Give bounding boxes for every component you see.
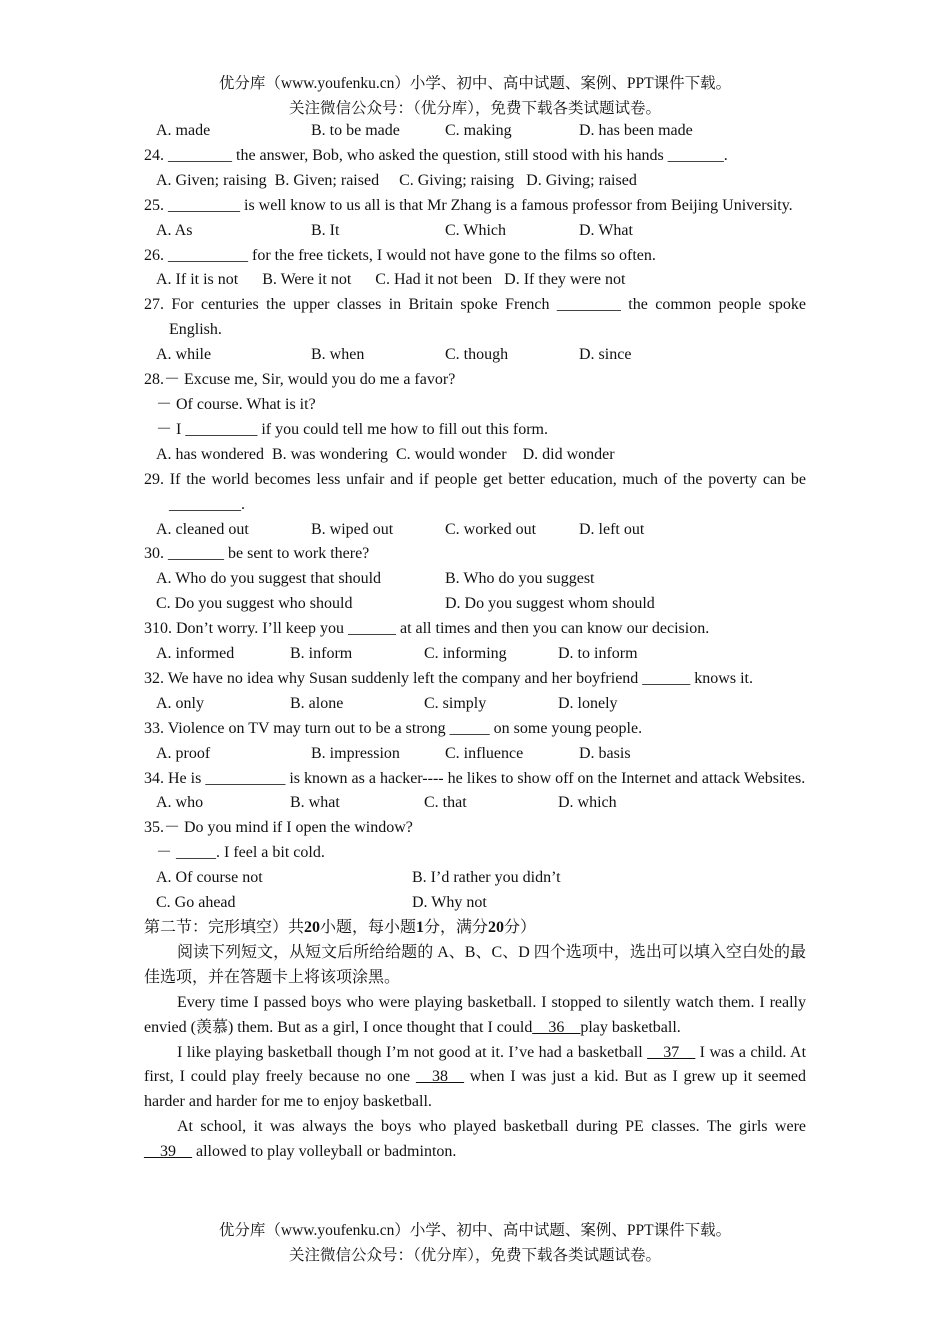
passage-paragraph-1 bbox=[144, 991, 806, 1041]
q34-stem: 34. He is __________ is known as a hacker---- he likes to show off on the Internet and attack Websites. bbox=[144, 769, 806, 787]
q31-stem: 310. Don’t worry. I’ll keep you ______ at all times and then you can know our decision. bbox=[144, 620, 710, 638]
q24-stem: 24. ________ the answer, Bob, who asked the question, still stood with his hands _______. bbox=[144, 146, 728, 164]
section-2-title-mid: 小题，每小题 bbox=[320, 919, 417, 936]
q27-option-c: C. though bbox=[445, 346, 509, 364]
q30-options-row-2 bbox=[144, 592, 806, 617]
q30-option-d: D. Do you suggest whom should bbox=[445, 595, 655, 613]
q25-option-b: B. It bbox=[311, 221, 340, 239]
q29-option-d: D. left out bbox=[579, 520, 645, 538]
q25-option-c: C. Which bbox=[445, 221, 507, 239]
passage-p3-text-b: allowed to play volleyball or badminton. bbox=[196, 1143, 457, 1161]
q29-option-b: B. wiped out bbox=[311, 520, 394, 538]
q32-option-b: B. alone bbox=[290, 694, 344, 712]
q34-option-a: A. who bbox=[156, 794, 204, 812]
passage-p3-text-a: At school, it was always the boys who played basketball during PE classes. The girls were bbox=[177, 1118, 806, 1136]
q23-option-c: C. making bbox=[445, 122, 512, 139]
header-line-2: 关注微信公众号：（优分库），免费下载各类试题试卷。 bbox=[288, 100, 661, 117]
section-2-title-post: 分） bbox=[504, 919, 537, 936]
q25-options bbox=[144, 219, 806, 244]
footer-line-1: 优分库（www.youfenku.cn）小学、初中、高中试题、案例、PPT课件下载。 bbox=[218, 1222, 732, 1239]
q23-options bbox=[144, 119, 806, 144]
q23-option-d: D. has been made bbox=[579, 122, 693, 139]
q31-option-c: C. informing bbox=[424, 645, 507, 663]
q32-stem: 32. We have no idea why Susan suddenly left the company and her boyfriend ______ knows it. bbox=[144, 669, 753, 687]
blank-36: __36__ bbox=[532, 1018, 581, 1036]
q32-option-d: D. lonely bbox=[558, 694, 618, 712]
passage-paragraph-3 bbox=[144, 1115, 806, 1165]
q27-option-a: A. while bbox=[156, 346, 212, 364]
q28-options: A. has wondered B. was wondering C. would wonder D. did wonder bbox=[156, 445, 615, 463]
section-2-count: 20 bbox=[304, 919, 321, 936]
q27-stem: 27. For centuries the upper classes in Britain spoke French ________ the common people spoke English. bbox=[144, 296, 806, 339]
q27-option-d: D. since bbox=[579, 346, 632, 364]
q31-option-d: D. to inform bbox=[558, 645, 638, 663]
q32-options bbox=[144, 692, 806, 717]
q31-option-a: A. informed bbox=[156, 645, 235, 663]
footer-line-2: 关注微信公众号：（优分库），免费下载各类试题试卷。 bbox=[288, 1247, 661, 1264]
passage-p2-text-b: I was a child. At first, I could play freely because no one bbox=[144, 1043, 807, 1086]
q33-options bbox=[144, 742, 806, 767]
q33-option-a: A. proof bbox=[156, 744, 211, 762]
q31-options bbox=[144, 642, 806, 667]
q25-option-a: A. As bbox=[156, 221, 193, 239]
q30-stem: 30. _______ be sent to work there? bbox=[144, 545, 370, 563]
q27-option-b: B. when bbox=[311, 346, 365, 364]
q33-option-c: C. influence bbox=[445, 744, 524, 762]
blank-39: __39__ bbox=[144, 1143, 192, 1161]
section-2-instructions: 阅读下列短文，从短文后所给给题的 A、B、C、D 四个选项中，选出可以填入空白处的最佳选项，并在答题卡上将该项涂黑。 bbox=[144, 943, 806, 986]
passage-p2-text-a: I like playing basketball though I’m not good at it. I’ve had a basketball bbox=[177, 1043, 643, 1061]
q35-line-2: － _____. I feel a bit cold. bbox=[156, 844, 325, 862]
q28-line-2: － Of course. What is it? bbox=[156, 395, 316, 413]
section-2-title bbox=[144, 916, 806, 941]
q35-option-c: C. Go ahead bbox=[156, 894, 236, 912]
passage-paragraph-2 bbox=[144, 1041, 806, 1116]
q26-options: A. If it is not B. Were it not C. Had it not been D. If they were not bbox=[156, 271, 626, 289]
q29-stem: 29. If the world becomes less unfair and if people get better education, much of the poverty can be _________. bbox=[144, 470, 806, 513]
q35-options-row-2 bbox=[144, 891, 806, 916]
q30-option-a: A. Who do you suggest that should bbox=[156, 570, 382, 588]
q35-options-row-1 bbox=[144, 866, 806, 891]
section-2-score: 1 bbox=[416, 919, 425, 936]
q31-option-b: B. inform bbox=[290, 645, 353, 663]
q23-option-a: A. made bbox=[156, 122, 211, 139]
section-2-title-pre: 第二节：完形填空）共 bbox=[144, 919, 305, 936]
q29-option-a: A. cleaned out bbox=[156, 520, 249, 538]
q33-option-b: B. impression bbox=[311, 744, 400, 762]
q35-option-a: A. Of course not bbox=[156, 869, 263, 887]
q29-option-c: C. worked out bbox=[445, 520, 537, 538]
header-line-1: 优分库（www.youfenku.cn）小学、初中、高中试题、案例、PPT课件下载。 bbox=[218, 75, 732, 92]
q34-option-d: D. which bbox=[558, 794, 617, 812]
q33-stem: 33. Violence on TV may turn out to be a strong _____ on some young people. bbox=[144, 719, 643, 737]
q27-options bbox=[144, 343, 806, 368]
q34-option-b: B. what bbox=[290, 794, 340, 812]
q28-line-3: － I _________ if you could tell me how to fill out this form. bbox=[156, 420, 548, 438]
q26-stem: 26. __________ for the free tickets, I would not have gone to the films so often. bbox=[144, 246, 656, 264]
blank-37: __37__ bbox=[647, 1043, 696, 1061]
q23-option-b: B. to be made bbox=[311, 122, 400, 139]
passage-p1-text-a: Every time I passed boys who were playing basketball. I stopped to silently watch them. I really envied (羡慕) them. But as a girl, I once thought that I could bbox=[144, 993, 806, 1036]
q32-option-a: A. only bbox=[156, 694, 204, 712]
q29-options bbox=[144, 518, 806, 543]
q30-options-row-1 bbox=[144, 567, 806, 592]
blank-38: __38__ bbox=[415, 1068, 464, 1086]
q25-stem: 25. _________ is well know to us all is that Mr Zhang is a famous professor from Beijing University. bbox=[144, 196, 793, 214]
passage-p1-text-b: play basketball. bbox=[580, 1018, 681, 1036]
q30-option-b: B. Who do you suggest bbox=[445, 570, 595, 588]
section-2-title-mid2: 分，满分 bbox=[424, 919, 489, 936]
q25-option-d: D. What bbox=[579, 221, 633, 239]
section-2-total: 20 bbox=[488, 919, 505, 936]
q33-option-d: D. basis bbox=[579, 744, 631, 762]
q28-line-1: 28.－ Excuse me, Sir, would you do me a favor? bbox=[144, 371, 456, 389]
passage-p2-text-c: when I was just a kid. But as I grew up it seemed harder and harder for me to enjoy basketball. bbox=[144, 1068, 807, 1111]
q35-option-b: B. I’d rather you didn’t bbox=[412, 869, 561, 887]
exam-body bbox=[144, 119, 806, 1165]
q30-option-c: C. Do you suggest who should bbox=[156, 595, 353, 613]
q35-option-d: D. Why not bbox=[412, 894, 487, 912]
q24-options: A. Given; raising B. Given; raised C. Giving; raising D. Giving; raised bbox=[156, 171, 637, 189]
q32-option-c: C. simply bbox=[424, 694, 487, 712]
q34-options bbox=[144, 791, 806, 816]
q35-line-1: 35.－ Do you mind if I open the window? bbox=[144, 819, 413, 837]
q34-option-c: C. that bbox=[424, 794, 467, 812]
